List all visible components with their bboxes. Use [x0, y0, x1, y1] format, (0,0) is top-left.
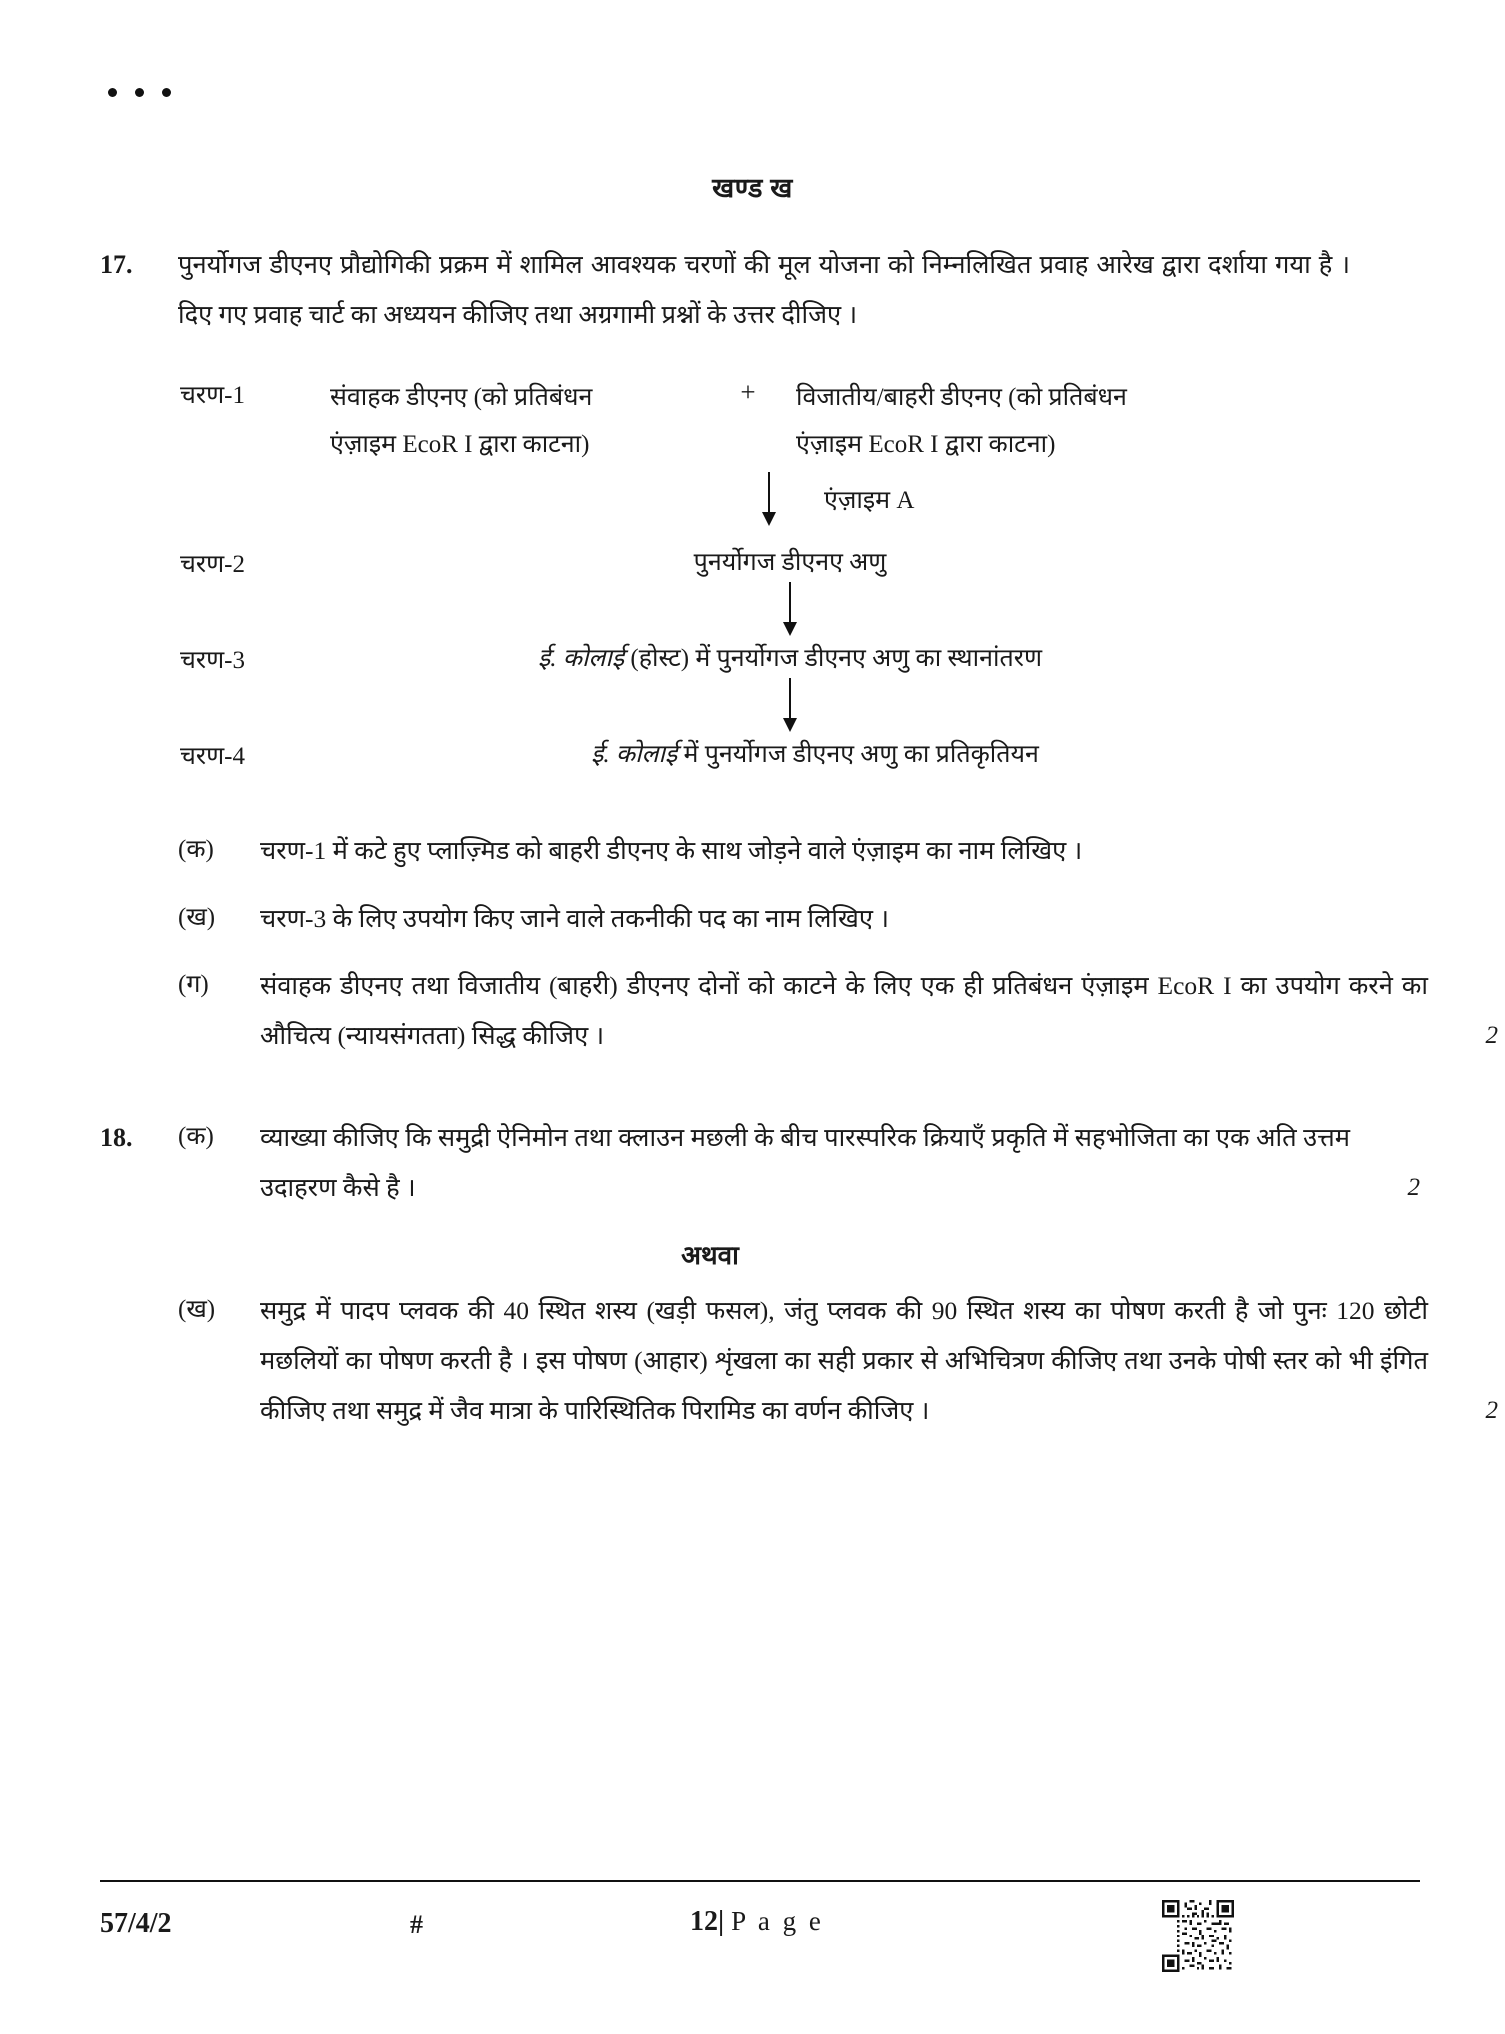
question-18 — [100, 1113, 1420, 1212]
section-header: खण्ड ख — [712, 173, 793, 203]
step-1-content — [330, 375, 1360, 530]
step-4-rest: में पुनर्योगज डीएनए अणु का प्रतिकृतियन — [677, 740, 1039, 768]
question-18-number: 18. — [100, 1122, 133, 1152]
question-18-part-b-text: समुद्र में पादप प्लवक की 40 स्थित शस्य (खड़ी फसल), जंतु प्लवक की 90 स्थित शस्य का पोषण करती है जो पुनः 120 छोटी मछलियों का पोषण करती है । इस पोषण (आहार) शृंखला का सही प्रकार से अभिचित्रण कीजिए तथा उनके पोषी स्तर को भी इंगित कीजिए तथा समुद्र में जैव मात्रा के पारिस्थितिक पिरामिड का वर्णन कीजिए । — [260, 1296, 1428, 1425]
question-18-part-b-label: (ख) — [178, 1296, 216, 1324]
down-arrow-icon-1 — [756, 472, 782, 526]
step-1-right-enzyme-pre: एंज़ाइम — [796, 430, 869, 458]
step-4-label: चरण-4 — [180, 742, 246, 770]
flowchart-step-1 — [180, 375, 1360, 530]
step-3-label: चरण-3 — [180, 646, 246, 674]
step-1-left-line-2 — [330, 422, 700, 468]
dot-3 — [162, 88, 171, 97]
step-1-right-line-1: विजातीय/बाहरी डीएनए (को प्रतिबंधन — [796, 384, 1127, 412]
question-17-part-b-label: (ख) — [178, 903, 216, 931]
page-word: P a g e — [731, 1906, 824, 1936]
step-4-organism: ई. कोलाई — [591, 740, 678, 768]
spacer — [100, 876, 1420, 894]
footer-divider — [100, 1880, 1420, 1882]
part-c-text-pre: संवाहक डीएनए तथा विजातीय (बाहरी) डीएनए दोनों को काटने के लिए एक ही प्रतिबंधन एंज़ाइम — [260, 971, 1158, 1001]
spacer — [100, 1212, 1420, 1226]
step-3-rest: (होस्ट) में पुनर्योगज डीएनए अणु का स्थानांतरण — [624, 644, 1043, 672]
question-17-part-a-label: (क) — [178, 835, 214, 863]
question-18-part-a-text: व्याख्या कीजिए कि समुद्री ऐनिमोन तथा क्लाउन मछली के बीच पारस्परिक क्रियाएँ प्रकृति में सहभोजिता का एक अति उत्तम उदाहरण कैसे है । — [260, 1122, 1350, 1202]
spacer — [100, 1061, 1420, 1113]
question-18-part-a-label: (क) — [178, 1122, 214, 1150]
down-arrow-icon-2 — [777, 582, 803, 636]
step-1-left-line-1: संवाहक डीएनए (को प्रतिबंधन — [330, 384, 593, 412]
spacer — [100, 1276, 1420, 1286]
question-18-part-a-marks: 2 — [1407, 1173, 1420, 1201]
arrow-shaft — [789, 678, 791, 720]
step-1-left-box — [330, 375, 700, 468]
page-number-label: 12| P a g e — [690, 1906, 824, 1937]
dot-1 — [108, 88, 117, 97]
step-2-label: चरण-2 — [180, 550, 246, 578]
question-17-part-c-marks: 2 — [1485, 1022, 1498, 1050]
question-17-part-c-label: (ग) — [178, 971, 209, 999]
step-2-content — [330, 544, 1360, 640]
arrow-head — [783, 718, 797, 732]
step-4-content — [330, 736, 1360, 770]
step-3-content — [330, 640, 1360, 736]
step-2-text: पुनर्योगज डीएनए अणु — [693, 548, 887, 576]
dot-2 — [135, 88, 144, 97]
step-1-left-enzyme-pre: एंज़ाइम — [330, 430, 403, 458]
ellipsis-dots-icon — [108, 88, 171, 97]
spacer — [100, 772, 1420, 826]
step-3-text — [330, 640, 1360, 674]
page-footer — [100, 1898, 1420, 2008]
question-17-stem: पुनर्योगज डीएनए प्रौद्योगिकी प्रक्रम में शामिल आवश्यक चरणों की मूल योजना को निम्नलिखित प्रवाह आरेख द्वारा दर्शाया गया है । दिए गए प्रवाह चार्ट का अध्ययन कीजिए तथा अग्रगामी प्रश्नों के उत्तर दीजिए । — [178, 250, 1350, 329]
arrow-head — [783, 622, 797, 636]
step-4-text — [330, 736, 1360, 770]
flowchart-arrow-1-row — [330, 468, 1360, 530]
flowchart-step-3 — [180, 640, 1360, 736]
step-1-left-enzyme-name: EcoR I — [402, 430, 473, 458]
question-17-part-c-text — [260, 961, 1428, 1060]
flowchart-arrow-3-row — [330, 674, 1360, 736]
flowchart-step-2 — [180, 544, 1360, 640]
page-content — [100, 240, 1498, 1435]
question-17-number: 17. — [100, 250, 133, 279]
step-1-right-line-2 — [796, 422, 1196, 468]
question-17-part-b-text: चरण-3 के लिए उपयोग किए जाने वाले तकनीकी पद का नाम लिखिए । — [260, 903, 890, 933]
arrow-shaft — [768, 472, 770, 514]
step-1-label: चरण-1 — [180, 382, 246, 410]
paper-code: 57/4/2 — [100, 1908, 172, 1939]
arrow-head — [762, 512, 776, 526]
question-17-part-b — [100, 894, 1498, 944]
step-3-organism: ई. कोलाई — [537, 644, 625, 672]
question-17-part-a — [100, 826, 1498, 876]
down-arrow-icon-3 — [777, 678, 803, 732]
question-17 — [100, 240, 1420, 339]
question-17-part-c — [100, 961, 1498, 1060]
step-1-left-enzyme-post: द्वारा काटना) — [472, 430, 590, 458]
spacer — [100, 943, 1420, 961]
hash-mark: # — [410, 1910, 423, 1939]
step-1-right-box — [796, 375, 1196, 468]
flowchart — [180, 375, 1360, 772]
arrow-1-caption: एंज़ाइम A — [824, 486, 915, 514]
question-18-part-b — [100, 1286, 1498, 1435]
or-separator: अथवा — [681, 1241, 739, 1271]
flowchart-arrow-2-row — [330, 578, 1360, 640]
question-18-part-b-marks: 2 — [1485, 1396, 1498, 1424]
plus-sign: + — [740, 377, 756, 408]
step-1-right-enzyme-post: द्वारा काटना) — [938, 430, 1056, 458]
arrow-shaft — [789, 582, 791, 624]
page-number: 12 — [690, 1906, 718, 1937]
part-c-text-post: का उपयोग करने का औचित्य (न्यायसंगतता) सिद्ध कीजिए । — [260, 971, 1428, 1051]
flowchart-step-4 — [180, 736, 1360, 772]
part-c-enzyme-name: EcoR I — [1157, 971, 1232, 1001]
question-17-part-a-text: चरण-1 में कटे हुए प्लाज़्मिड को बाहरी डीएनए के साथ जोड़ने वाले एंज़ाइम का नाम लिखिए । — [260, 835, 1083, 865]
step-1-right-enzyme-name: EcoR I — [868, 430, 939, 458]
qr-code-icon — [1162, 1900, 1234, 1972]
